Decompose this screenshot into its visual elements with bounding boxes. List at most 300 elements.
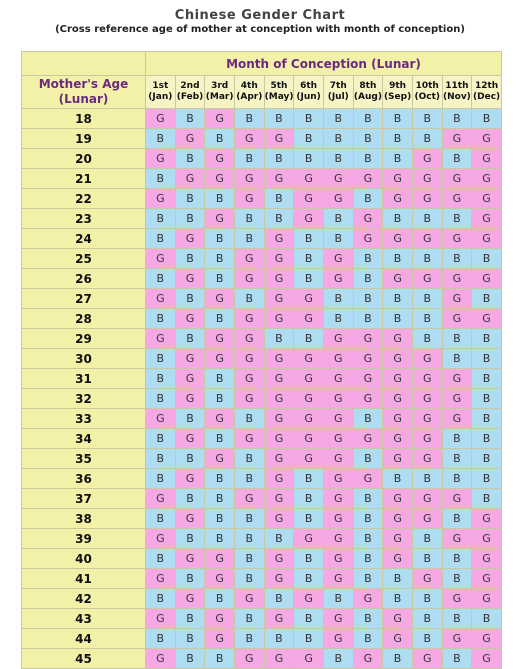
gender-cell: G xyxy=(234,349,264,369)
gender-cell: G xyxy=(205,149,235,169)
gender-cell: G xyxy=(383,369,413,389)
table-row xyxy=(22,509,502,529)
gender-cell: B xyxy=(472,109,502,129)
month-name: (Apr) xyxy=(236,92,263,102)
gender-cell: G xyxy=(264,429,294,449)
gender-cell: G xyxy=(205,409,235,429)
gender-cell: G xyxy=(412,569,442,589)
gender-cell: G xyxy=(442,369,472,389)
gender-cell: G xyxy=(442,589,472,609)
gender-cell: G xyxy=(353,349,383,369)
gender-cell: G xyxy=(412,369,442,389)
gender-cell: B xyxy=(412,209,442,229)
gender-cell: G xyxy=(353,429,383,449)
gender-cell: G xyxy=(353,329,383,349)
gender-cell: B xyxy=(323,649,353,669)
gender-cell: B xyxy=(146,349,176,369)
gender-cell: G xyxy=(323,629,353,649)
gender-cell: G xyxy=(412,269,442,289)
gender-cell: G xyxy=(294,209,324,229)
table-row xyxy=(22,589,502,609)
table-row xyxy=(22,309,502,329)
gender-cell: G xyxy=(442,409,472,429)
age-cell: 36 xyxy=(22,469,146,489)
gender-cell: G xyxy=(264,369,294,389)
gender-cell: B xyxy=(412,529,442,549)
gender-cell: G xyxy=(146,109,176,129)
table-row xyxy=(22,569,502,589)
month-header-8 xyxy=(353,76,383,109)
gender-cell: G xyxy=(205,289,235,309)
gender-cell: B xyxy=(353,129,383,149)
gender-cell: B xyxy=(323,129,353,149)
gender-cell: B xyxy=(412,609,442,629)
gender-cell: G xyxy=(323,169,353,189)
gender-cell: G xyxy=(442,289,472,309)
gender-cell: G xyxy=(383,529,413,549)
gender-cell: B xyxy=(472,469,502,489)
gender-cell: G xyxy=(412,449,442,469)
age-cell: 37 xyxy=(22,489,146,509)
gender-cell: G xyxy=(323,429,353,449)
gender-cell: G xyxy=(323,409,353,429)
gender-cell: B xyxy=(323,149,353,169)
gender-cell: B xyxy=(146,509,176,529)
gender-cell: B xyxy=(353,529,383,549)
gender-cell: G xyxy=(472,629,502,649)
gender-cell: G xyxy=(175,509,205,529)
gender-cell: B xyxy=(294,489,324,509)
gender-cell: G xyxy=(264,349,294,369)
gender-cell: G xyxy=(146,249,176,269)
gender-cell: G xyxy=(353,589,383,609)
table-row xyxy=(22,289,502,309)
gender-cell: B xyxy=(383,109,413,129)
gender-cell: B xyxy=(146,369,176,389)
gender-cell: G xyxy=(234,269,264,289)
gender-cell: B xyxy=(294,329,324,349)
gender-cell: G xyxy=(146,569,176,589)
gender-cell: B xyxy=(472,609,502,629)
gender-cell: G xyxy=(323,369,353,389)
gender-cell: B xyxy=(175,529,205,549)
gender-cell: G xyxy=(472,209,502,229)
age-cell: 27 xyxy=(22,289,146,309)
gender-cell: G xyxy=(323,389,353,409)
month-number: 5th xyxy=(270,81,288,91)
gender-cell: G xyxy=(383,429,413,449)
gender-cell: B xyxy=(442,109,472,129)
gender-cell: B xyxy=(442,209,472,229)
month-name: (Feb) xyxy=(176,92,204,102)
gender-cell: G xyxy=(383,389,413,409)
gender-cell: G xyxy=(412,169,442,189)
gender-cell: B xyxy=(175,569,205,589)
gender-cell: G xyxy=(294,429,324,449)
gender-cell: G xyxy=(323,469,353,489)
gender-cell: G xyxy=(146,489,176,509)
gender-cell: G xyxy=(264,249,294,269)
gender-cell: B xyxy=(442,149,472,169)
gender-cell: B xyxy=(442,509,472,529)
gender-cell: G xyxy=(264,389,294,409)
age-cell: 38 xyxy=(22,509,146,529)
gender-cell: B xyxy=(442,329,472,349)
gender-cell: G xyxy=(442,629,472,649)
gender-cell: G xyxy=(472,529,502,549)
gender-cell: G xyxy=(412,409,442,429)
table-row xyxy=(22,549,502,569)
gender-cell: G xyxy=(146,529,176,549)
gender-cell: B xyxy=(353,249,383,269)
month-name: (Dec) xyxy=(473,92,501,102)
gender-cell: B xyxy=(264,529,294,549)
gender-cell: G xyxy=(205,629,235,649)
gender-cell: G xyxy=(323,349,353,369)
gender-cell: G xyxy=(234,489,264,509)
gender-cell: G xyxy=(146,189,176,209)
gender-cell: B xyxy=(323,209,353,229)
month-header-6 xyxy=(294,76,324,109)
gender-cell: G xyxy=(472,549,502,569)
gender-cell: G xyxy=(205,329,235,349)
gender-cell: G xyxy=(353,369,383,389)
gender-cell: G xyxy=(294,529,324,549)
gender-cell: B xyxy=(294,509,324,529)
month-header-2 xyxy=(175,76,205,109)
age-cell: 18 xyxy=(22,109,146,129)
gender-cell: B xyxy=(234,229,264,249)
gender-cell: G xyxy=(264,229,294,249)
gender-cell: G xyxy=(294,649,324,669)
gender-cell: G xyxy=(205,169,235,189)
table-row xyxy=(22,389,502,409)
gender-cell: G xyxy=(264,129,294,149)
gender-cell: G xyxy=(472,509,502,529)
gender-cell: B xyxy=(294,549,324,569)
month-name: (May) xyxy=(264,92,294,102)
table-row xyxy=(22,409,502,429)
gender-cell: G xyxy=(412,509,442,529)
gender-cell: B xyxy=(353,569,383,589)
gender-cell: B xyxy=(146,469,176,489)
table-row xyxy=(22,469,502,489)
gender-cell: G xyxy=(472,149,502,169)
gender-cell: G xyxy=(472,649,502,669)
gender-cell: B xyxy=(353,489,383,509)
gender-cell: G xyxy=(234,189,264,209)
gender-cell: B xyxy=(412,109,442,129)
month-header-5 xyxy=(264,76,294,109)
gender-cell: B xyxy=(353,629,383,649)
gender-cell: G xyxy=(383,629,413,649)
gender-cell: B xyxy=(383,589,413,609)
gender-cell: B xyxy=(205,309,235,329)
gender-cell: B xyxy=(146,129,176,149)
gender-cell: B xyxy=(383,309,413,329)
gender-cell: B xyxy=(205,509,235,529)
gender-cell: B xyxy=(234,569,264,589)
gender-cell: B xyxy=(472,489,502,509)
table-row xyxy=(22,169,502,189)
mothers-age-label: Mother's Age xyxy=(38,77,129,91)
gender-cell: G xyxy=(383,229,413,249)
gender-cell: G xyxy=(175,229,205,249)
gender-cell: G xyxy=(353,229,383,249)
gender-cell: B xyxy=(234,629,264,649)
gender-cell: B xyxy=(412,589,442,609)
gender-cell: B xyxy=(205,269,235,289)
gender-cell: G xyxy=(264,549,294,569)
gender-cell: G xyxy=(323,249,353,269)
gender-cell: B xyxy=(353,309,383,329)
gender-cell: G xyxy=(472,229,502,249)
gender-cell: G xyxy=(146,149,176,169)
gender-cell: B xyxy=(472,409,502,429)
gender-cell: B xyxy=(175,249,205,269)
gender-cell: G xyxy=(442,269,472,289)
table-row xyxy=(22,329,502,349)
gender-cell: G xyxy=(294,409,324,429)
gender-cell: B xyxy=(383,209,413,229)
age-cell: 45 xyxy=(22,649,146,669)
month-number: 3rd xyxy=(211,81,229,91)
gender-cell: B xyxy=(353,109,383,129)
gender-cell: B xyxy=(146,549,176,569)
gender-cell: B xyxy=(412,129,442,149)
gender-cell: B xyxy=(442,649,472,669)
gender-cell: B xyxy=(175,409,205,429)
gender-cell: B xyxy=(175,489,205,509)
gender-cell: G xyxy=(383,269,413,289)
gender-cell: B xyxy=(205,589,235,609)
gender-cell: G xyxy=(472,569,502,589)
gender-cell: B xyxy=(472,349,502,369)
gender-cell: G xyxy=(294,449,324,469)
month-number: 11th xyxy=(445,81,469,91)
table-row xyxy=(22,109,502,129)
gender-cell: B xyxy=(353,549,383,569)
gender-cell: G xyxy=(205,109,235,129)
gender-cell: B xyxy=(205,469,235,489)
month-name: (Oct) xyxy=(414,92,440,102)
gender-cell: G xyxy=(146,329,176,349)
table-row xyxy=(22,529,502,549)
month-name: (Mar) xyxy=(205,92,234,102)
gender-cell: G xyxy=(146,649,176,669)
table-row xyxy=(22,269,502,289)
gender-cell: B xyxy=(205,429,235,449)
age-cell: 22 xyxy=(22,189,146,209)
gender-cell: B xyxy=(175,629,205,649)
table-row xyxy=(22,649,502,669)
gender-cell: B xyxy=(146,209,176,229)
gender-cell: B xyxy=(353,609,383,629)
gender-cell: B xyxy=(323,289,353,309)
gender-cell: B xyxy=(442,449,472,469)
gender-cell: G xyxy=(353,389,383,409)
gender-cell: B xyxy=(353,149,383,169)
gender-cell: G xyxy=(264,269,294,289)
gender-cell: G xyxy=(175,169,205,189)
gender-cell: B xyxy=(146,629,176,649)
gender-cell: G xyxy=(353,169,383,189)
gender-cell: G xyxy=(353,209,383,229)
table-row xyxy=(22,129,502,149)
gender-cell: G xyxy=(442,529,472,549)
age-cell: 41 xyxy=(22,569,146,589)
gender-cell: B xyxy=(146,309,176,329)
month-number: 10th xyxy=(415,81,439,91)
gender-cell: G xyxy=(175,129,205,149)
gender-cell: B xyxy=(264,589,294,609)
gender-cell: G xyxy=(323,509,353,529)
age-cell: 19 xyxy=(22,129,146,149)
gender-cell: B xyxy=(383,469,413,489)
gender-cell: G xyxy=(264,409,294,429)
gender-cell: B xyxy=(146,429,176,449)
gender-cell: G xyxy=(175,349,205,369)
gender-cell: B xyxy=(234,549,264,569)
gender-cell: B xyxy=(353,189,383,209)
month-header-4 xyxy=(234,76,264,109)
gender-cell: G xyxy=(264,489,294,509)
gender-cell: B xyxy=(205,129,235,149)
gender-cell: B xyxy=(146,589,176,609)
gender-cell: G xyxy=(412,429,442,449)
gender-cell: G xyxy=(294,369,324,389)
gender-cell: G xyxy=(323,189,353,209)
gender-cell: B xyxy=(383,129,413,149)
gender-cell: G xyxy=(442,489,472,509)
gender-cell: B xyxy=(294,469,324,489)
month-name: (Sep) xyxy=(383,92,412,102)
gender-cell: B xyxy=(472,369,502,389)
gender-cell: G xyxy=(442,129,472,149)
month-number: 1st xyxy=(152,81,169,91)
gender-cell: G xyxy=(146,409,176,429)
gender-cell: G xyxy=(146,609,176,629)
gender-cell: G xyxy=(175,269,205,289)
month-number: 9th xyxy=(389,81,407,91)
gender-cell: G xyxy=(175,549,205,569)
gender-cell: B xyxy=(294,609,324,629)
gender-cell: B xyxy=(234,289,264,309)
month-name: (Jan) xyxy=(148,92,173,102)
gender-cell: B xyxy=(175,109,205,129)
table-row xyxy=(22,149,502,169)
gender-cell: G xyxy=(234,389,264,409)
month-number: 12th xyxy=(474,81,499,91)
age-cell: 24 xyxy=(22,229,146,249)
gender-cell: B xyxy=(234,409,264,429)
gender-cell: B xyxy=(412,309,442,329)
table-row xyxy=(22,369,502,389)
gender-cell: G xyxy=(472,129,502,149)
gender-cell: B xyxy=(353,449,383,469)
gender-cell: B xyxy=(442,469,472,489)
gender-cell: G xyxy=(323,609,353,629)
gender-cell: B xyxy=(442,569,472,589)
corner-cell xyxy=(22,52,146,76)
gender-cell: G xyxy=(442,169,472,189)
gender-cell: B xyxy=(442,609,472,629)
gender-cell: B xyxy=(234,109,264,129)
gender-cell: B xyxy=(234,149,264,169)
gender-cell: B xyxy=(294,269,324,289)
month-name: (Jun) xyxy=(296,92,321,102)
table-row xyxy=(22,449,502,469)
gender-cell: G xyxy=(472,169,502,189)
gender-cell: B xyxy=(353,269,383,289)
gender-cell: G xyxy=(353,649,383,669)
gender-cell: G xyxy=(264,609,294,629)
gender-cell: B xyxy=(234,509,264,529)
gender-cell: G xyxy=(175,589,205,609)
gender-cell: B xyxy=(442,249,472,269)
gender-cell: B xyxy=(442,349,472,369)
gender-cell: B xyxy=(323,109,353,129)
month-header-9 xyxy=(383,76,413,109)
gender-cell: B xyxy=(472,329,502,349)
month-number: 2nd xyxy=(180,81,200,91)
month-number: 8th xyxy=(359,81,377,91)
age-cell: 40 xyxy=(22,549,146,569)
gender-cell: B xyxy=(353,509,383,529)
month-of-conception-header: Month of Conception (Lunar) xyxy=(146,52,502,76)
gender-cell: G xyxy=(383,189,413,209)
age-cell: 25 xyxy=(22,249,146,269)
gender-cell: G xyxy=(234,329,264,349)
gender-cell: G xyxy=(383,409,413,429)
gender-cell: B xyxy=(175,189,205,209)
gender-cell: G xyxy=(234,429,264,449)
month-header-1 xyxy=(146,76,176,109)
gender-cell: G xyxy=(472,269,502,289)
gender-cell: B xyxy=(175,209,205,229)
gender-cell: G xyxy=(323,549,353,569)
gender-cell: B xyxy=(205,389,235,409)
gender-cell: B xyxy=(175,609,205,629)
gender-cell: B xyxy=(175,649,205,669)
gender-cell: B xyxy=(412,469,442,489)
lunar-label: (Lunar) xyxy=(58,92,109,106)
gender-cell: B xyxy=(264,189,294,209)
gender-cell: B xyxy=(205,189,235,209)
age-cell: 20 xyxy=(22,149,146,169)
table-row xyxy=(22,429,502,449)
age-cell: 29 xyxy=(22,329,146,349)
gender-cell: B xyxy=(264,109,294,129)
month-name: (Nov) xyxy=(442,92,471,102)
gender-cell: B xyxy=(442,549,472,569)
gender-cell: G xyxy=(205,349,235,369)
gender-cell: G xyxy=(234,649,264,669)
gender-cell: G xyxy=(264,649,294,669)
gender-cell: B xyxy=(205,229,235,249)
gender-cell: B xyxy=(383,649,413,669)
gender-cell: B xyxy=(412,289,442,309)
gender-cell: G xyxy=(264,169,294,189)
age-cell: 30 xyxy=(22,349,146,369)
gender-cell: B xyxy=(146,229,176,249)
gender-cell: G xyxy=(383,549,413,569)
gender-cell: G xyxy=(472,589,502,609)
gender-chart-table xyxy=(21,51,502,669)
table-row xyxy=(22,189,502,209)
month-names-row xyxy=(22,76,502,109)
gender-cell: B xyxy=(442,429,472,449)
